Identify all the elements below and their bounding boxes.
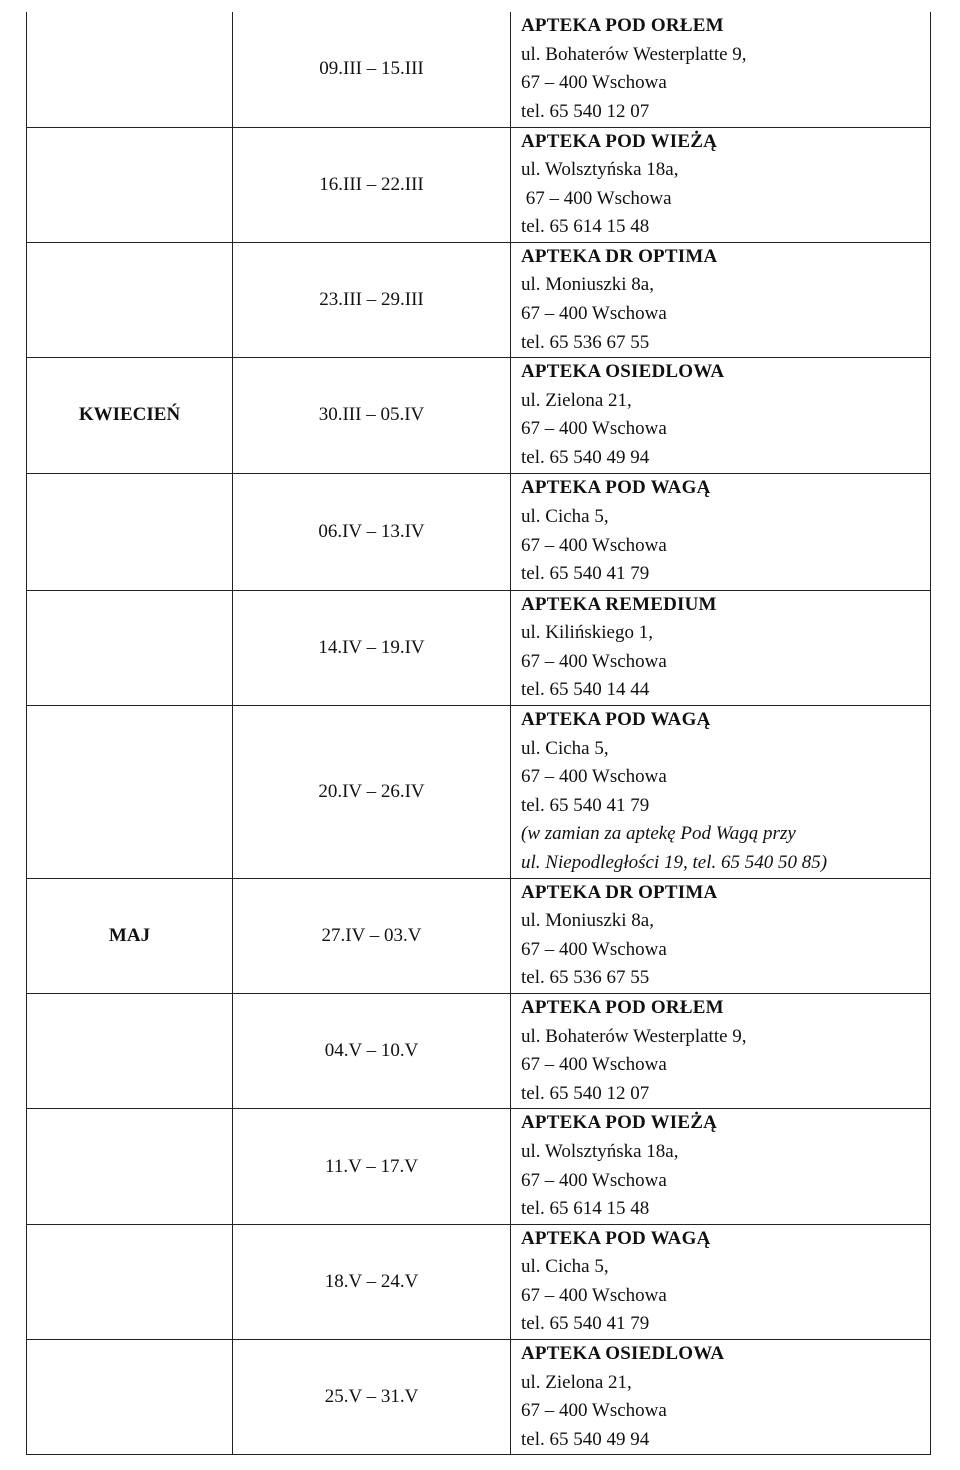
pharmacy-cell [511, 358, 931, 473]
pharmacy-phone: tel. 65 540 49 94 [521, 1428, 650, 1450]
pharmacy-city: 67 – 400 Wschowa [521, 187, 672, 209]
date-range-cell: 23.III – 29.III [233, 242, 511, 357]
date-range-cell: 11.V – 17.V [233, 1109, 511, 1224]
date-range-cell: 06.IV – 13.IV [233, 473, 511, 590]
pharmacy-phone: tel. 65 540 12 07 [521, 1082, 650, 1104]
table-row [27, 590, 931, 705]
pharmacy-city: 67 – 400 Wschowa [521, 1284, 667, 1306]
pharmacy-street: ul. Zielona 21, [521, 389, 632, 411]
replacement-note-line-2: ul. Niepodległości 19, tel. 65 540 50 85) [521, 851, 828, 873]
pharmacy-street: ul. Cicha 5, [521, 1256, 609, 1278]
pharmacy-phone: tel. 65 536 67 55 [521, 331, 650, 353]
pharmacy-cell [511, 473, 931, 590]
pharmacy-street: ul. Bohaterów Westerplatte 9, [521, 43, 747, 65]
pharmacy-city: 67 – 400 Wschowa [521, 534, 667, 556]
pharmacy-name: APTEKA POD WAGĄ [521, 1227, 711, 1249]
pharmacy-name: APTEKA OSIEDLOWA [521, 361, 725, 383]
date-range-cell: 25.V – 31.V [233, 1340, 511, 1455]
month-cell [27, 12, 233, 127]
pharmacy-name: APTEKA POD ORŁEM [521, 15, 724, 37]
table-row [27, 127, 931, 242]
pharmacy-city: 67 – 400 Wschowa [521, 650, 667, 672]
date-range-cell: 04.V – 10.V [233, 993, 511, 1108]
month-cell [27, 1224, 233, 1339]
date-range-cell: 20.IV – 26.IV [233, 706, 511, 879]
pharmacy-street: ul. Cicha 5, [521, 737, 609, 759]
table-row [27, 1109, 931, 1224]
pharmacy-city: 67 – 400 Wschowa [521, 1054, 667, 1076]
pharmacy-cell [511, 706, 931, 879]
month-cell [27, 1340, 233, 1455]
month-cell [27, 127, 233, 242]
pharmacy-city: 67 – 400 Wschowa [521, 72, 667, 94]
pharmacy-cell [511, 590, 931, 705]
pharmacy-cell [511, 1224, 931, 1339]
pharmacy-name: APTEKA POD WIEŻĄ [521, 1112, 718, 1134]
date-range-cell: 14.IV – 19.IV [233, 590, 511, 705]
table-row [27, 473, 931, 590]
month-cell [27, 590, 233, 705]
month-cell [27, 473, 233, 590]
pharmacy-street: ul. Kilińskiego 1, [521, 622, 653, 644]
pharmacy-name: APTEKA POD WIEŻĄ [521, 130, 718, 152]
month-cell [27, 242, 233, 357]
pharmacy-phone: tel. 65 540 12 07 [521, 100, 650, 122]
pharmacy-city: 67 – 400 Wschowa [521, 1400, 667, 1422]
table-row [27, 993, 931, 1108]
table-row [27, 706, 931, 879]
pharmacy-cell [511, 993, 931, 1108]
table-row [27, 12, 931, 127]
pharmacy-phone: tel. 65 540 14 44 [521, 679, 650, 701]
date-range-cell: 09.III – 15.III [233, 12, 511, 127]
pharmacy-city: 67 – 400 Wschowa [521, 1169, 667, 1191]
pharmacy-name: APTEKA OSIEDLOWA [521, 1343, 725, 1365]
date-range-cell: 30.III – 05.IV [233, 358, 511, 473]
month-cell: KWIECIEŃ [27, 358, 233, 473]
month-cell [27, 706, 233, 879]
month-cell [27, 993, 233, 1108]
pharmacy-duty-table [26, 12, 931, 1455]
pharmacy-name: APTEKA POD ORŁEM [521, 996, 724, 1018]
table-row [27, 242, 931, 357]
pharmacy-cell [511, 878, 931, 993]
date-range-cell: 27.IV – 03.V [233, 878, 511, 993]
pharmacy-cell [511, 127, 931, 242]
pharmacy-cell [511, 1340, 931, 1455]
pharmacy-phone: tel. 65 540 41 79 [521, 1313, 650, 1335]
pharmacy-phone: tel. 65 536 67 55 [521, 967, 650, 989]
pharmacy-street: ul. Zielona 21, [521, 1371, 632, 1393]
table-row [27, 1340, 931, 1455]
pharmacy-phone: tel. 65 540 49 94 [521, 447, 650, 469]
pharmacy-city: 67 – 400 Wschowa [521, 766, 667, 788]
pharmacy-city: 67 – 400 Wschowa [521, 418, 667, 440]
date-range-cell: 18.V – 24.V [233, 1224, 511, 1339]
pharmacy-name: APTEKA REMEDIUM [521, 593, 717, 615]
month-cell [27, 1109, 233, 1224]
pharmacy-phone: tel. 65 540 41 79 [521, 794, 650, 816]
table-row [27, 1224, 931, 1339]
pharmacy-name: APTEKA DR OPTIMA [521, 881, 718, 903]
table-row [27, 878, 931, 993]
pharmacy-city: 67 – 400 Wschowa [521, 303, 667, 325]
pharmacy-cell [511, 242, 931, 357]
pharmacy-street: ul. Wolsztyńska 18a, [521, 1140, 679, 1162]
replacement-note-line-1: (w zamian za aptekę Pod Wagą przy [521, 823, 796, 845]
pharmacy-name: APTEKA POD WAGĄ [521, 709, 711, 730]
pharmacy-name: APTEKA DR OPTIMA [521, 245, 718, 267]
pharmacy-cell [511, 12, 931, 127]
table-row [27, 358, 931, 473]
pharmacy-phone: tel. 65 614 15 48 [521, 216, 650, 238]
pharmacy-street: ul. Bohaterów Westerplatte 9, [521, 1025, 747, 1047]
pharmacy-street: ul. Cicha 5, [521, 506, 609, 528]
pharmacy-phone: tel. 65 540 41 79 [521, 563, 650, 585]
date-range-cell: 16.III – 22.III [233, 127, 511, 242]
pharmacy-street: ul. Wolsztyńska 18a, [521, 159, 679, 181]
pharmacy-street: ul. Moniuszki 8a, [521, 274, 654, 296]
pharmacy-street: ul. Moniuszki 8a, [521, 910, 654, 932]
pharmacy-city: 67 – 400 Wschowa [521, 938, 667, 960]
pharmacy-cell [511, 1109, 931, 1224]
month-cell: MAJ [27, 878, 233, 993]
pharmacy-phone: tel. 65 614 15 48 [521, 1198, 650, 1220]
pharmacy-name: APTEKA POD WAGĄ [521, 477, 711, 499]
